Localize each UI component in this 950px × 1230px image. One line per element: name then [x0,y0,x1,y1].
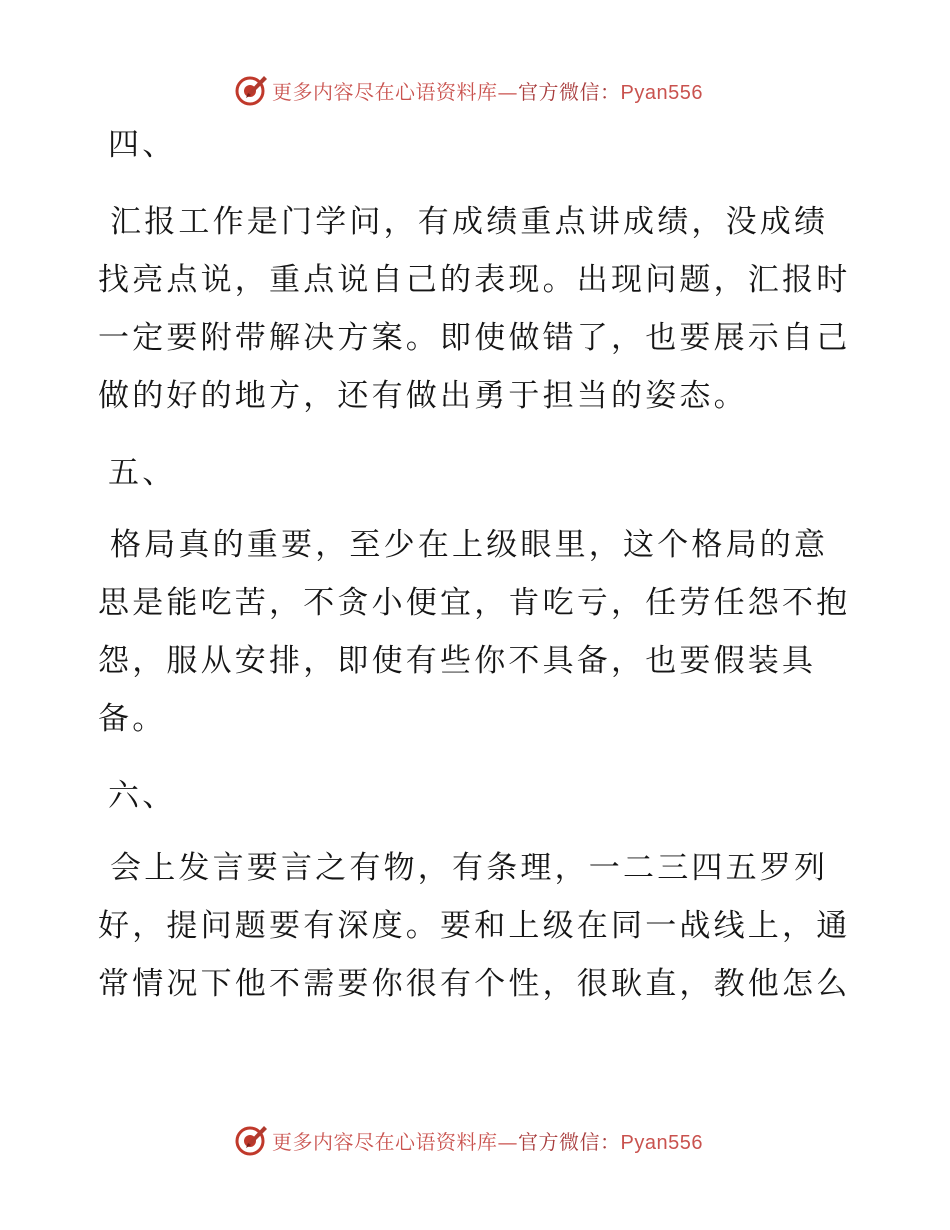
header-main-text: 更多内容尽在心语资料库 [272,79,498,104]
footer-wechat-id: Pyan556 [620,1131,703,1154]
paragraph-line: 做的好的地方，还有做出勇于担当的姿态。 [98,378,748,414]
section-heading: 五、 [108,455,177,491]
pen-logo-icon [234,1123,268,1157]
paragraph-line: 思是能吃苦，不贪小便宜，肯吃亏，任劳任怨不抱 [98,585,851,621]
paragraph-line: 格局真的重要，至少在上级眼里，这个格局的意 [110,527,829,563]
section-heading: 六、 [108,778,177,814]
paragraph-line: 备。 [98,701,167,737]
footer-main-text: 更多内容尽在心语资料库 [272,1129,498,1154]
header-banner [0,70,950,110]
footer-sub-text: 官方微信： [518,1129,621,1154]
paragraph-line: 一定要附带解决方案。即使做错了，也要展示自己 [98,320,851,356]
header-sub-text: 官方微信： [518,79,621,104]
header-wechat-id: Pyan556 [620,81,703,104]
paragraph-line: 会上发言要言之有物，有条理，一二三四五罗列 [110,850,829,886]
header-dash: — [497,79,518,104]
section-heading: 四、 [108,127,177,163]
paragraph-line: 怨，服从安排，即使有些你不具备，也要假装具 [98,643,817,679]
paragraph-line: 找亮点说，重点说自己的表现。出现问题，汇报时 [98,262,851,298]
footer-banner [0,1120,950,1160]
paragraph-line: 汇报工作是门学问，有成绩重点讲成绩，没成绩 [110,204,829,240]
footer-dash: — [497,1129,518,1154]
paragraph-line: 好，提问题要有深度。要和上级在同一战线上，通 [98,908,851,944]
pen-logo-icon [234,73,268,107]
paragraph-line: 常情况下他不需要你很有个性，很耿直，教他怎么 [98,966,851,1002]
